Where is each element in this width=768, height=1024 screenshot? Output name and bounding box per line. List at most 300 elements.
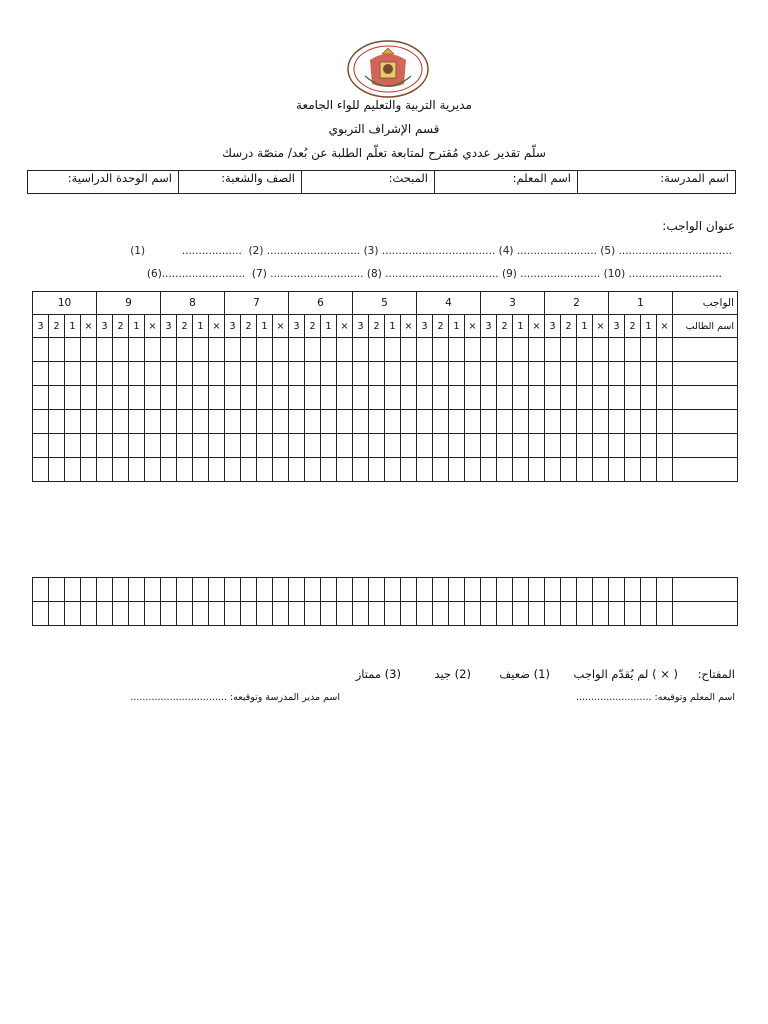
grade-cell[interactable] (577, 578, 593, 602)
grade-cell[interactable] (417, 338, 433, 362)
grade-cell[interactable] (65, 410, 81, 434)
grade-cell[interactable] (641, 458, 657, 482)
grade-cell[interactable] (401, 410, 417, 434)
grade-cell[interactable] (545, 458, 561, 482)
grade-cell[interactable] (529, 602, 545, 626)
grade-cell[interactable] (641, 410, 657, 434)
grade-cell[interactable] (561, 458, 577, 482)
grade-cell[interactable] (177, 386, 193, 410)
grade-cell[interactable] (401, 434, 417, 458)
grade-cell[interactable] (593, 338, 609, 362)
grade-cell[interactable] (497, 458, 513, 482)
grade-cell[interactable] (145, 434, 161, 458)
grade-cell[interactable] (161, 578, 177, 602)
grade-cell[interactable] (465, 410, 481, 434)
grade-cell[interactable] (593, 362, 609, 386)
grade-cell[interactable] (321, 338, 337, 362)
grade-cell[interactable] (657, 410, 673, 434)
grade-cell[interactable] (193, 602, 209, 626)
grade-cell[interactable] (513, 410, 529, 434)
grade-cell[interactable] (193, 338, 209, 362)
grade-cell[interactable] (273, 602, 289, 626)
grade-cell[interactable] (289, 410, 305, 434)
grade-cell[interactable] (273, 458, 289, 482)
grade-cell[interactable] (497, 410, 513, 434)
grade-cell[interactable] (625, 578, 641, 602)
grade-cell[interactable] (481, 578, 497, 602)
grade-cell[interactable] (465, 434, 481, 458)
grade-cell[interactable] (577, 458, 593, 482)
grade-cell[interactable] (545, 338, 561, 362)
grade-cell[interactable] (417, 386, 433, 410)
grade-cell[interactable] (225, 386, 241, 410)
grade-cell[interactable] (145, 338, 161, 362)
grade-cell[interactable] (657, 458, 673, 482)
grade-cell[interactable] (545, 362, 561, 386)
grade-cell[interactable] (273, 362, 289, 386)
grade-cell[interactable] (193, 386, 209, 410)
grade-cell[interactable] (625, 602, 641, 626)
grade-cell[interactable] (561, 602, 577, 626)
grade-cell[interactable] (545, 578, 561, 602)
grade-cell[interactable] (433, 578, 449, 602)
grade-cell[interactable] (161, 362, 177, 386)
grade-cell[interactable] (401, 338, 417, 362)
grade-cell[interactable] (289, 386, 305, 410)
grade-cell[interactable] (449, 362, 465, 386)
grade-cell[interactable] (561, 434, 577, 458)
grade-cell[interactable] (625, 386, 641, 410)
grade-cell[interactable] (97, 458, 113, 482)
grade-cell[interactable] (353, 362, 369, 386)
grade-cell[interactable] (321, 410, 337, 434)
grade-cell[interactable] (353, 458, 369, 482)
grade-cell[interactable] (241, 338, 257, 362)
grade-cell[interactable] (625, 458, 641, 482)
grade-cell[interactable] (465, 362, 481, 386)
grade-cell[interactable] (337, 434, 353, 458)
grade-cell[interactable] (305, 602, 321, 626)
grade-cell[interactable] (513, 602, 529, 626)
grade-cell[interactable] (417, 602, 433, 626)
grade-cell[interactable] (593, 386, 609, 410)
grade-cell[interactable] (49, 602, 65, 626)
grade-cell[interactable] (65, 434, 81, 458)
grade-cell[interactable] (273, 410, 289, 434)
grade-cell[interactable] (145, 458, 161, 482)
grade-cell[interactable] (369, 386, 385, 410)
grade-cell[interactable] (273, 578, 289, 602)
grade-cell[interactable] (161, 410, 177, 434)
grade-cell[interactable] (433, 602, 449, 626)
student-name-cell[interactable] (673, 362, 738, 386)
grade-cell[interactable] (417, 362, 433, 386)
grade-cell[interactable] (609, 386, 625, 410)
grade-cell[interactable] (337, 458, 353, 482)
grade-cell[interactable] (385, 386, 401, 410)
grade-cell[interactable] (609, 410, 625, 434)
grade-cell[interactable] (625, 434, 641, 458)
grade-cell[interactable] (145, 578, 161, 602)
grade-cell[interactable] (609, 458, 625, 482)
grade-cell[interactable] (593, 602, 609, 626)
grade-cell[interactable] (657, 386, 673, 410)
grade-cell[interactable] (417, 434, 433, 458)
grade-cell[interactable] (113, 410, 129, 434)
grade-cell[interactable] (369, 410, 385, 434)
grade-cell[interactable] (305, 338, 321, 362)
grade-cell[interactable] (81, 386, 97, 410)
grade-cell[interactable] (273, 338, 289, 362)
grade-cell[interactable] (209, 602, 225, 626)
grade-cell[interactable] (49, 578, 65, 602)
grade-cell[interactable] (257, 578, 273, 602)
grade-cell[interactable] (33, 578, 49, 602)
grade-cell[interactable] (161, 458, 177, 482)
grade-cell[interactable] (497, 362, 513, 386)
grade-cell[interactable] (625, 410, 641, 434)
grade-cell[interactable] (209, 410, 225, 434)
grade-cell[interactable] (561, 578, 577, 602)
grade-cell[interactable] (449, 602, 465, 626)
grade-cell[interactable] (465, 602, 481, 626)
grade-cell[interactable] (657, 338, 673, 362)
grade-cell[interactable] (609, 602, 625, 626)
grade-cell[interactable] (657, 602, 673, 626)
grade-cell[interactable] (97, 410, 113, 434)
grade-cell[interactable] (433, 434, 449, 458)
grade-cell[interactable] (257, 338, 273, 362)
grade-cell[interactable] (497, 434, 513, 458)
grade-cell[interactable] (641, 578, 657, 602)
grade-cell[interactable] (145, 410, 161, 434)
grade-cell[interactable] (177, 458, 193, 482)
student-name-cell[interactable] (673, 386, 738, 410)
grade-cell[interactable] (129, 386, 145, 410)
school-field[interactable]: اسم المدرسة: (578, 171, 736, 194)
grade-cell[interactable] (257, 362, 273, 386)
grade-cell[interactable] (257, 410, 273, 434)
grade-cell[interactable] (353, 602, 369, 626)
grade-cell[interactable] (337, 602, 353, 626)
grade-cell[interactable] (609, 362, 625, 386)
subject-field[interactable]: المبحث: (302, 171, 435, 194)
grade-cell[interactable] (97, 338, 113, 362)
grade-cell[interactable] (545, 386, 561, 410)
grade-cell[interactable] (193, 434, 209, 458)
grade-cell[interactable] (529, 434, 545, 458)
grade-cell[interactable] (609, 338, 625, 362)
grade-cell[interactable] (401, 578, 417, 602)
grade-cell[interactable] (65, 458, 81, 482)
grade-cell[interactable] (417, 578, 433, 602)
grade-cell[interactable] (33, 338, 49, 362)
grade-cell[interactable] (97, 434, 113, 458)
grade-cell[interactable] (641, 602, 657, 626)
grade-cell[interactable] (129, 338, 145, 362)
grade-cell[interactable] (97, 578, 113, 602)
grade-cell[interactable] (609, 434, 625, 458)
grade-cell[interactable] (433, 458, 449, 482)
grade-cell[interactable] (177, 434, 193, 458)
grade-cell[interactable] (177, 602, 193, 626)
grade-cell[interactable] (129, 434, 145, 458)
grade-cell[interactable] (177, 410, 193, 434)
grade-cell[interactable] (209, 386, 225, 410)
grade-cell[interactable] (385, 362, 401, 386)
grade-cell[interactable] (657, 362, 673, 386)
grade-cell[interactable] (529, 338, 545, 362)
unit-field[interactable]: اسم الوحدة الدراسية: (28, 171, 179, 194)
grade-cell[interactable] (593, 578, 609, 602)
grade-cell[interactable] (81, 434, 97, 458)
grade-cell[interactable] (193, 458, 209, 482)
grade-cell[interactable] (401, 602, 417, 626)
grade-cell[interactable] (513, 458, 529, 482)
grade-cell[interactable] (225, 434, 241, 458)
grade-cell[interactable] (177, 578, 193, 602)
grade-cell[interactable] (321, 458, 337, 482)
grade-cell[interactable] (321, 434, 337, 458)
grade-cell[interactable] (193, 362, 209, 386)
grade-cell[interactable] (529, 458, 545, 482)
grade-cell[interactable] (33, 410, 49, 434)
grade-cell[interactable] (305, 386, 321, 410)
grade-cell[interactable] (193, 410, 209, 434)
grade-cell[interactable] (97, 386, 113, 410)
grade-cell[interactable] (449, 386, 465, 410)
grade-cell[interactable] (33, 602, 49, 626)
grade-cell[interactable] (401, 362, 417, 386)
grade-cell[interactable] (97, 602, 113, 626)
grade-cell[interactable] (625, 338, 641, 362)
grade-cell[interactable] (161, 338, 177, 362)
grade-cell[interactable] (113, 362, 129, 386)
grade-cell[interactable] (369, 602, 385, 626)
grade-cell[interactable] (81, 362, 97, 386)
grade-cell[interactable] (417, 410, 433, 434)
grade-cell[interactable] (209, 434, 225, 458)
grade-cell[interactable] (353, 338, 369, 362)
grade-cell[interactable] (65, 578, 81, 602)
grade-cell[interactable] (113, 386, 129, 410)
grade-cell[interactable] (561, 410, 577, 434)
grade-cell[interactable] (257, 602, 273, 626)
grade-cell[interactable] (305, 410, 321, 434)
grade-cell[interactable] (81, 338, 97, 362)
grade-cell[interactable] (209, 338, 225, 362)
grade-cell[interactable] (65, 602, 81, 626)
grade-cell[interactable] (369, 362, 385, 386)
grade-cell[interactable] (33, 458, 49, 482)
student-name-cell[interactable] (673, 434, 738, 458)
grade-section-field[interactable]: الصف والشعبة: (179, 171, 302, 194)
grade-cell[interactable] (497, 338, 513, 362)
grade-cell[interactable] (465, 338, 481, 362)
homework-line-2[interactable]: ............................ (10) ........................ (9) .................................. (8) ............................ (7) .........................(6) (146, 268, 722, 280)
grade-cell[interactable] (481, 386, 497, 410)
grade-cell[interactable] (161, 386, 177, 410)
grade-cell[interactable] (273, 386, 289, 410)
grade-cell[interactable] (577, 434, 593, 458)
grade-cell[interactable] (433, 386, 449, 410)
grade-cell[interactable] (193, 578, 209, 602)
grade-cell[interactable] (449, 434, 465, 458)
teacher-signature[interactable]: اسم المعلم وتوقيعه: ......................... (576, 692, 735, 703)
grade-cell[interactable] (225, 362, 241, 386)
grade-cell[interactable] (113, 434, 129, 458)
homework-line-1[interactable]: .................................. (5) ........................ (4) .................................. (3) ............................ (2) .................. (1) (130, 245, 732, 257)
grade-cell[interactable] (513, 338, 529, 362)
grade-cell[interactable] (81, 458, 97, 482)
grade-cell[interactable] (353, 410, 369, 434)
grade-cell[interactable] (577, 602, 593, 626)
grade-cell[interactable] (113, 338, 129, 362)
grade-cell[interactable] (113, 458, 129, 482)
grade-cell[interactable] (225, 578, 241, 602)
grade-cell[interactable] (433, 410, 449, 434)
grade-cell[interactable] (385, 434, 401, 458)
grade-cell[interactable] (81, 410, 97, 434)
grade-cell[interactable] (257, 434, 273, 458)
grade-cell[interactable] (321, 386, 337, 410)
grade-cell[interactable] (289, 602, 305, 626)
grade-cell[interactable] (481, 410, 497, 434)
grade-cell[interactable] (641, 338, 657, 362)
grade-cell[interactable] (177, 338, 193, 362)
student-name-cell[interactable] (673, 338, 738, 362)
grade-cell[interactable] (49, 386, 65, 410)
grade-cell[interactable] (337, 386, 353, 410)
grade-cell[interactable] (529, 410, 545, 434)
grade-cell[interactable] (49, 338, 65, 362)
grade-cell[interactable] (33, 434, 49, 458)
grade-cell[interactable] (305, 458, 321, 482)
grade-cell[interactable] (369, 578, 385, 602)
grade-cell[interactable] (113, 578, 129, 602)
grade-cell[interactable] (369, 458, 385, 482)
grade-cell[interactable] (129, 410, 145, 434)
grade-cell[interactable] (145, 602, 161, 626)
grade-cell[interactable] (449, 578, 465, 602)
grade-cell[interactable] (33, 362, 49, 386)
grade-cell[interactable] (273, 434, 289, 458)
student-name-cell[interactable] (673, 458, 738, 482)
grade-cell[interactable] (225, 602, 241, 626)
grade-cell[interactable] (209, 458, 225, 482)
grade-cell[interactable] (641, 386, 657, 410)
grade-cell[interactable] (337, 362, 353, 386)
grade-cell[interactable] (145, 362, 161, 386)
grade-cell[interactable] (577, 362, 593, 386)
grade-cell[interactable] (513, 578, 529, 602)
grade-cell[interactable] (497, 578, 513, 602)
grade-cell[interactable] (177, 362, 193, 386)
grade-cell[interactable] (49, 410, 65, 434)
grade-cell[interactable] (65, 362, 81, 386)
grade-cell[interactable] (449, 458, 465, 482)
student-name-cell[interactable] (673, 410, 738, 434)
grade-cell[interactable] (385, 578, 401, 602)
grade-cell[interactable] (497, 602, 513, 626)
grade-cell[interactable] (65, 338, 81, 362)
principal-signature[interactable]: اسم مدير المدرسة وتوقيعه: ................................ (130, 692, 340, 703)
grade-cell[interactable] (369, 338, 385, 362)
grade-cell[interactable] (321, 578, 337, 602)
grade-cell[interactable] (481, 458, 497, 482)
grade-cell[interactable] (225, 458, 241, 482)
grade-cell[interactable] (145, 386, 161, 410)
grade-cell[interactable] (481, 338, 497, 362)
grade-cell[interactable] (337, 578, 353, 602)
grade-cell[interactable] (225, 338, 241, 362)
grade-cell[interactable] (545, 410, 561, 434)
grade-cell[interactable] (609, 578, 625, 602)
grade-cell[interactable] (481, 362, 497, 386)
grade-cell[interactable] (593, 410, 609, 434)
grade-cell[interactable] (241, 434, 257, 458)
grade-cell[interactable] (257, 386, 273, 410)
grade-cell[interactable] (241, 602, 257, 626)
grade-cell[interactable] (321, 602, 337, 626)
grade-cell[interactable] (385, 338, 401, 362)
grade-cell[interactable] (625, 362, 641, 386)
grade-cell[interactable] (337, 338, 353, 362)
grade-cell[interactable] (129, 602, 145, 626)
grade-cell[interactable] (513, 386, 529, 410)
grade-cell[interactable] (657, 578, 673, 602)
grade-cell[interactable] (289, 458, 305, 482)
grade-cell[interactable] (529, 386, 545, 410)
teacher-field[interactable]: اسم المعلم: (435, 171, 578, 194)
grade-cell[interactable] (241, 362, 257, 386)
grade-cell[interactable] (241, 578, 257, 602)
grade-cell[interactable] (481, 602, 497, 626)
grade-cell[interactable] (513, 362, 529, 386)
grade-cell[interactable] (209, 362, 225, 386)
grade-cell[interactable] (561, 362, 577, 386)
grade-cell[interactable] (257, 458, 273, 482)
grade-cell[interactable] (49, 458, 65, 482)
grade-cell[interactable] (401, 458, 417, 482)
grade-cell[interactable] (289, 338, 305, 362)
grade-cell[interactable] (433, 338, 449, 362)
grade-cell[interactable] (289, 578, 305, 602)
grade-cell[interactable] (641, 434, 657, 458)
grade-cell[interactable] (529, 362, 545, 386)
grade-cell[interactable] (129, 458, 145, 482)
grade-cell[interactable] (497, 386, 513, 410)
grade-cell[interactable] (81, 602, 97, 626)
grade-cell[interactable] (465, 578, 481, 602)
grade-cell[interactable] (305, 578, 321, 602)
grade-cell[interactable] (225, 410, 241, 434)
grade-cell[interactable] (209, 578, 225, 602)
grade-cell[interactable] (529, 578, 545, 602)
grade-cell[interactable] (161, 602, 177, 626)
grade-cell[interactable] (369, 434, 385, 458)
grade-cell[interactable] (577, 386, 593, 410)
grade-cell[interactable] (113, 602, 129, 626)
grade-cell[interactable] (545, 434, 561, 458)
grade-cell[interactable] (385, 458, 401, 482)
grade-cell[interactable] (241, 410, 257, 434)
grade-cell[interactable] (433, 362, 449, 386)
grade-cell[interactable] (129, 362, 145, 386)
grade-cell[interactable] (513, 434, 529, 458)
grade-cell[interactable] (353, 578, 369, 602)
grade-cell[interactable] (577, 338, 593, 362)
